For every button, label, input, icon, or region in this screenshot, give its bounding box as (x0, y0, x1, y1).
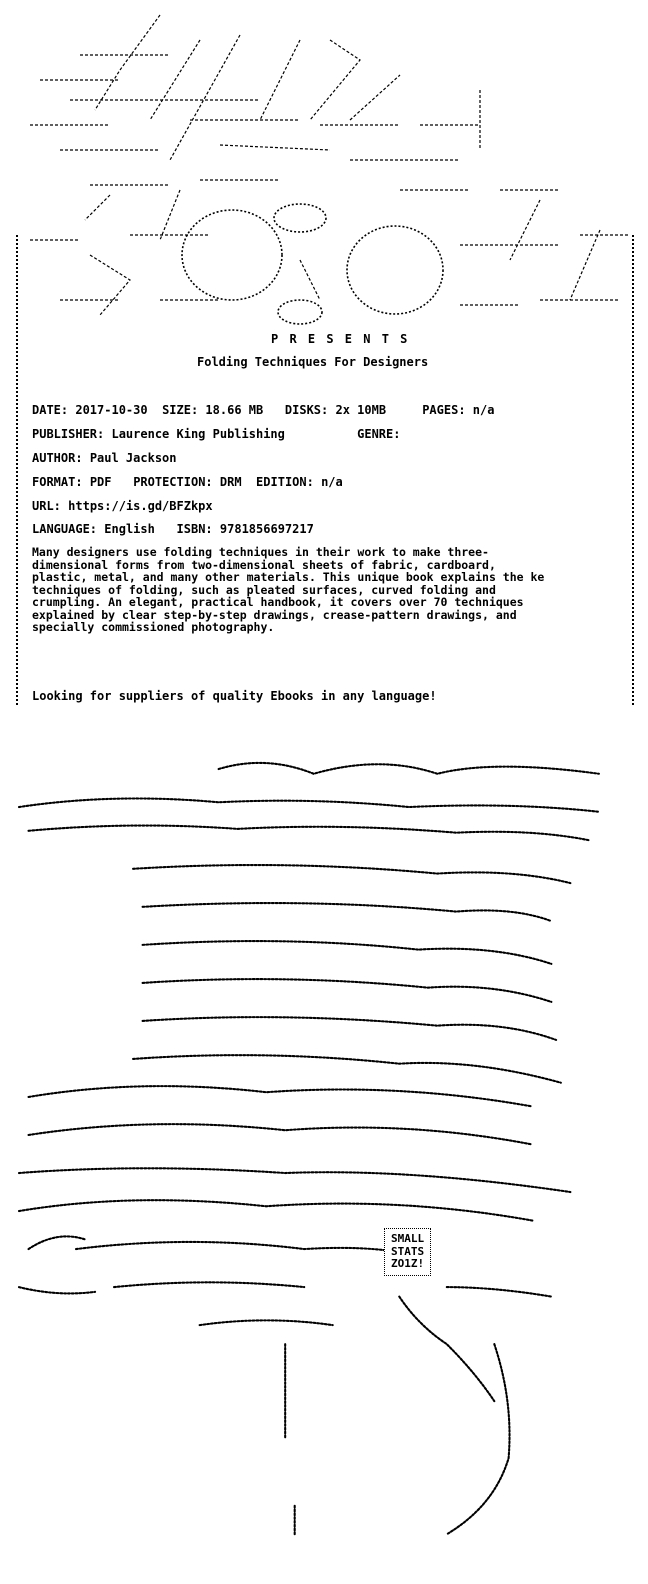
stats-line-1: SMALL (391, 1232, 425, 1245)
row-format (32, 475, 343, 489)
isbn-label: ISBN: (176, 522, 213, 536)
disks-value: 2x 10MB (335, 403, 387, 417)
protection-value: DRM (219, 475, 242, 489)
format-label: FORMAT: (32, 475, 83, 489)
date-label: DATE: (32, 403, 69, 417)
stats-badge (384, 1228, 431, 1276)
suppliers-line: Looking for suppliers of quality Ebooks in any language! (32, 689, 437, 703)
edition-value: n/a (321, 475, 343, 489)
row-url (32, 499, 213, 513)
row-publisher (32, 427, 408, 441)
isbn-value: 9781856697217 (219, 522, 314, 536)
size-label: SIZE: (162, 403, 199, 417)
ascii-cat-art (0, 700, 616, 1570)
publisher-value: Laurence King Publishing (111, 427, 285, 441)
date-value: 2017-10-30 (75, 403, 148, 417)
book-title: Folding Techniques For Designers (197, 355, 429, 369)
presents-label: P R E S E N T S (271, 332, 410, 346)
author-value: Paul Jackson (89, 451, 177, 465)
protection-label: PROTECTION: (133, 475, 213, 489)
pages-label: PAGES: (422, 403, 466, 417)
author-label: AUTHOR: (32, 451, 83, 465)
publisher-label: PUBLISHER: (32, 427, 105, 441)
format-value: PDF (89, 475, 112, 489)
disks-label: DISKS: (284, 403, 329, 417)
language-value: English (104, 522, 155, 536)
pages-value: n/a (472, 403, 495, 417)
info-frame (16, 235, 634, 705)
row-date-size (32, 403, 494, 417)
url-label: URL: (32, 499, 61, 513)
stats-line-2: STATS (391, 1244, 425, 1258)
edition-label: EDITION: (256, 475, 314, 489)
language-label: LANGUAGE: (32, 522, 98, 536)
size-value: 18.66 MB (205, 403, 264, 417)
book-description: Many designers use folding techniques in their work to make three- dimensional forms from two-dimensional sheets of fabric, cardboard, plastic, metal, and many other materials. This unique book explains the ke techniques of folding, such as pleated surfaces, curved folding and crumpling. An elegant, practical handbook, it covers over 70 techniques explained by clear step-by-step drawings, crease-pattern drawings, and specially commissioned photography. (32, 545, 545, 634)
row-language (32, 522, 314, 536)
url-value[interactable]: https://is.gd/BFZkpx (68, 499, 213, 513)
row-author (32, 451, 177, 465)
genre-label: GENRE: (357, 427, 401, 441)
stats-line-3: ZO1Z! (391, 1257, 425, 1270)
